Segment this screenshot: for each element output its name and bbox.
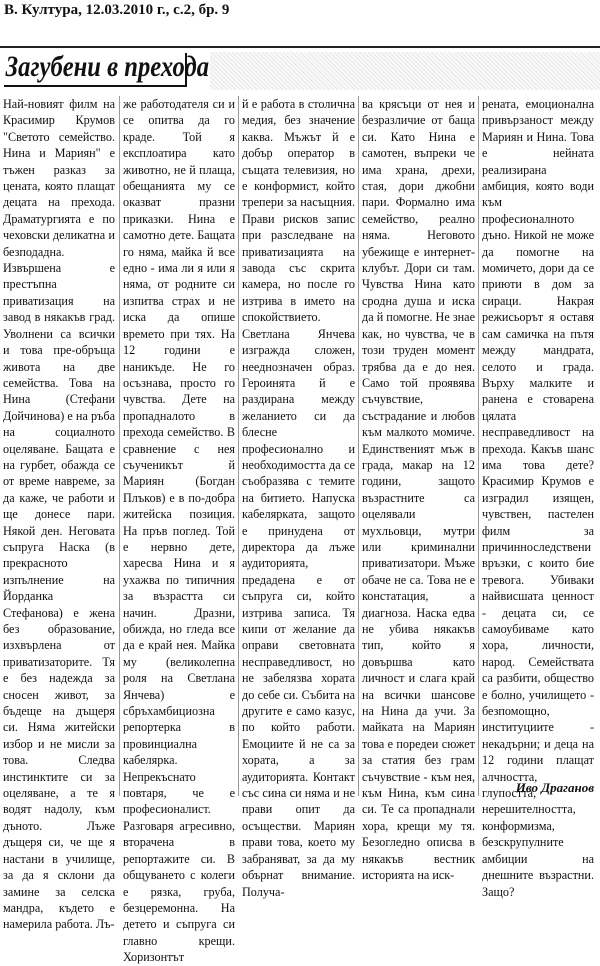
article-column-4 <box>362 96 475 883</box>
column-text: Най-новият филм на Красимир Крумов "Светото семейство. Нина и Мариян" е тъжен разказ за цената, която плащат децата на прехода. Драматургията е по чеховски деликатна и безподадна. Извършена е престъпна приватизация на завод в някакъв град. Уволнени са всички и това пре-обръща живота на две семейства. Това на Нина (Стефани Дойчинова) е на ръба на социалното оцеляване. Бащата е на гурбет, обажда се от време навреме, за да каже, че работи и ще донесе пари. Някой ден. Неговата съпруга Наска (в прекрасното изпълнение на Йорданка Стефанова) е жена без образование, изхвърлена от приватизаторите. Тя е без надежда за сносен живот, за бъдеще на дъщеря си. Няма житейски избор и не мисли за това. Следва инстинктите си за оцеляване, а те я водят надолу, към дъното. Лъже дъщеря си, че ще я настани в училище, за да я склони да замине за селска мандра, където е намерила работа. Лъ- <box>3 97 115 932</box>
byline: Иво Драганов <box>515 780 594 795</box>
title-rule <box>0 46 600 48</box>
column-text: рената, емоционална привързаност между Мариян и Нина. Това е нейната реализирана амбиция, която води към професионалното дъно. Никой не може да помогне на момичето, дори да се приюти в дом за сираци. Накрая режисьорът я оставя сам самичка на пътя между мандрата, селото и града. Върху малките и ранена е стоварена цялата несправедливост на прехода. Какъв шанс има това дете? Красимир Крумов е изградил изящен, чувствен, пастелен филм за причинноследствени връзки, с които бие тревога. Убиваки найвисшата ценност - децата си, се самоубиваме като хора, личности, народ. Семействата са разбити, общество е болно, училището - безпомощно, институциите - некадърни; и деца на 12 години плащат алчността, глупостта, нерешителността, конформизма, безскрупулните амбиции на днешните възрастни. Защо? <box>482 97 594 899</box>
title-area <box>4 50 210 90</box>
column-text: же работодателя си и се опитва да го краде. Той я експлоатира като животно, не й плаща, обещанията му се оказват празни приказки. Нина е самотно дете. Бащата го няма, майка й все едно - има ли я или я няма, от родните си изпитва страх и не иска да опише времето при тях. На 12 години е наникъде. Не го осъзнава, просто го чувства. Дете на пропадналото в прехода семейство. В сравнение с нея съученикът й Мариян (Богдан Плъков) е в по-добра житейска позиция. На пръв поглед. Той е нервно дете, харесва Нина и я ухажва по типичния за възрастта си начин. Дразни, обижда, но гледа все да е край нея. Майка му (великолепна роля на Светлана Янчева) е сбръхамбициозна репортерка в провинциална кабелярка. Непрекъснато повтаря, че е професионалист. Разговаря агресивно, вторачена в репортажите си. В общуването с колеги е рязка, груба, безцеремонна. На детето и съпруга си главно крещи. Хоризонтът <box>123 97 235 965</box>
title-shade <box>210 52 600 90</box>
column-text: ва крясъци от нея и безразличие от баща си. Като Нина е самотен, въпреки че има храна, дрехи, стая, дори джобни пари. Формално има семейство, реално няма. Неговото убежище е интернет-клубът. Дори си там. Чувства Нина като сродна душа и иска да й помогне. Не знае как, но чувства, че в този труден момент трябва да е до нея. Само той проявява съчувствие, състрадание и любов към малкото момиче. Единственият мъж в града, макар на 12 години, защото възрастните са оцелявали мухльовци, мутри или криминални приватизатори. Мъже обаче не са. Това не е констатация, а диагноза. Наска едва не убива някакъв тип, който я довършва като личност и слага край на всички шансове на Нина да учи. За майката на Мариян това е поредеи сюжет за статия без грам съчувствие - към нея, към Нина, към сина си. Те са пропаднали хора, крещи му тя. Безогледно описва в някакъв вестник историята на иск- <box>362 97 475 883</box>
article-title: Загубени в прехода <box>5 50 210 83</box>
article-column-2 <box>123 96 235 965</box>
column-text: й е работа в столична медия, без значение каква. Мъжът й е добър оператор в същата телевизия, но е конформист, който трепери за насъщния. Прави рисков запис при разследване на приватизацията на завода със скрита камера, но после го изтрива в името на спокойствието. Светлана Янчева изгражда сложен, нееднозначен образ. Героинята й е раздирана между желанието си да блесне професионално и необходимостта да се съобразява с темите на битието. Напуска кабелярката, защото е принудена от директора да лъже аудиторията, предадена е от съпруга си, който изтрива записа. Тя кипи от желание да оправи световната несправедливост, но не забелязва хората до себе си. Събита на другите е само казус, по който работи. Емоциите й не са за хората, а за аудиторията. Контакт със сина си няма и не прави опит да осъществи. Мариян прави това, което му забраняват, за да му обърнат внимание. Получа- <box>242 97 355 899</box>
article-column-1 <box>3 96 115 932</box>
article-body <box>3 96 597 965</box>
article-column-3 <box>242 96 355 899</box>
masthead: В. Култура, 12.03.2010 г., с.2, бр. 9 <box>4 2 230 18</box>
